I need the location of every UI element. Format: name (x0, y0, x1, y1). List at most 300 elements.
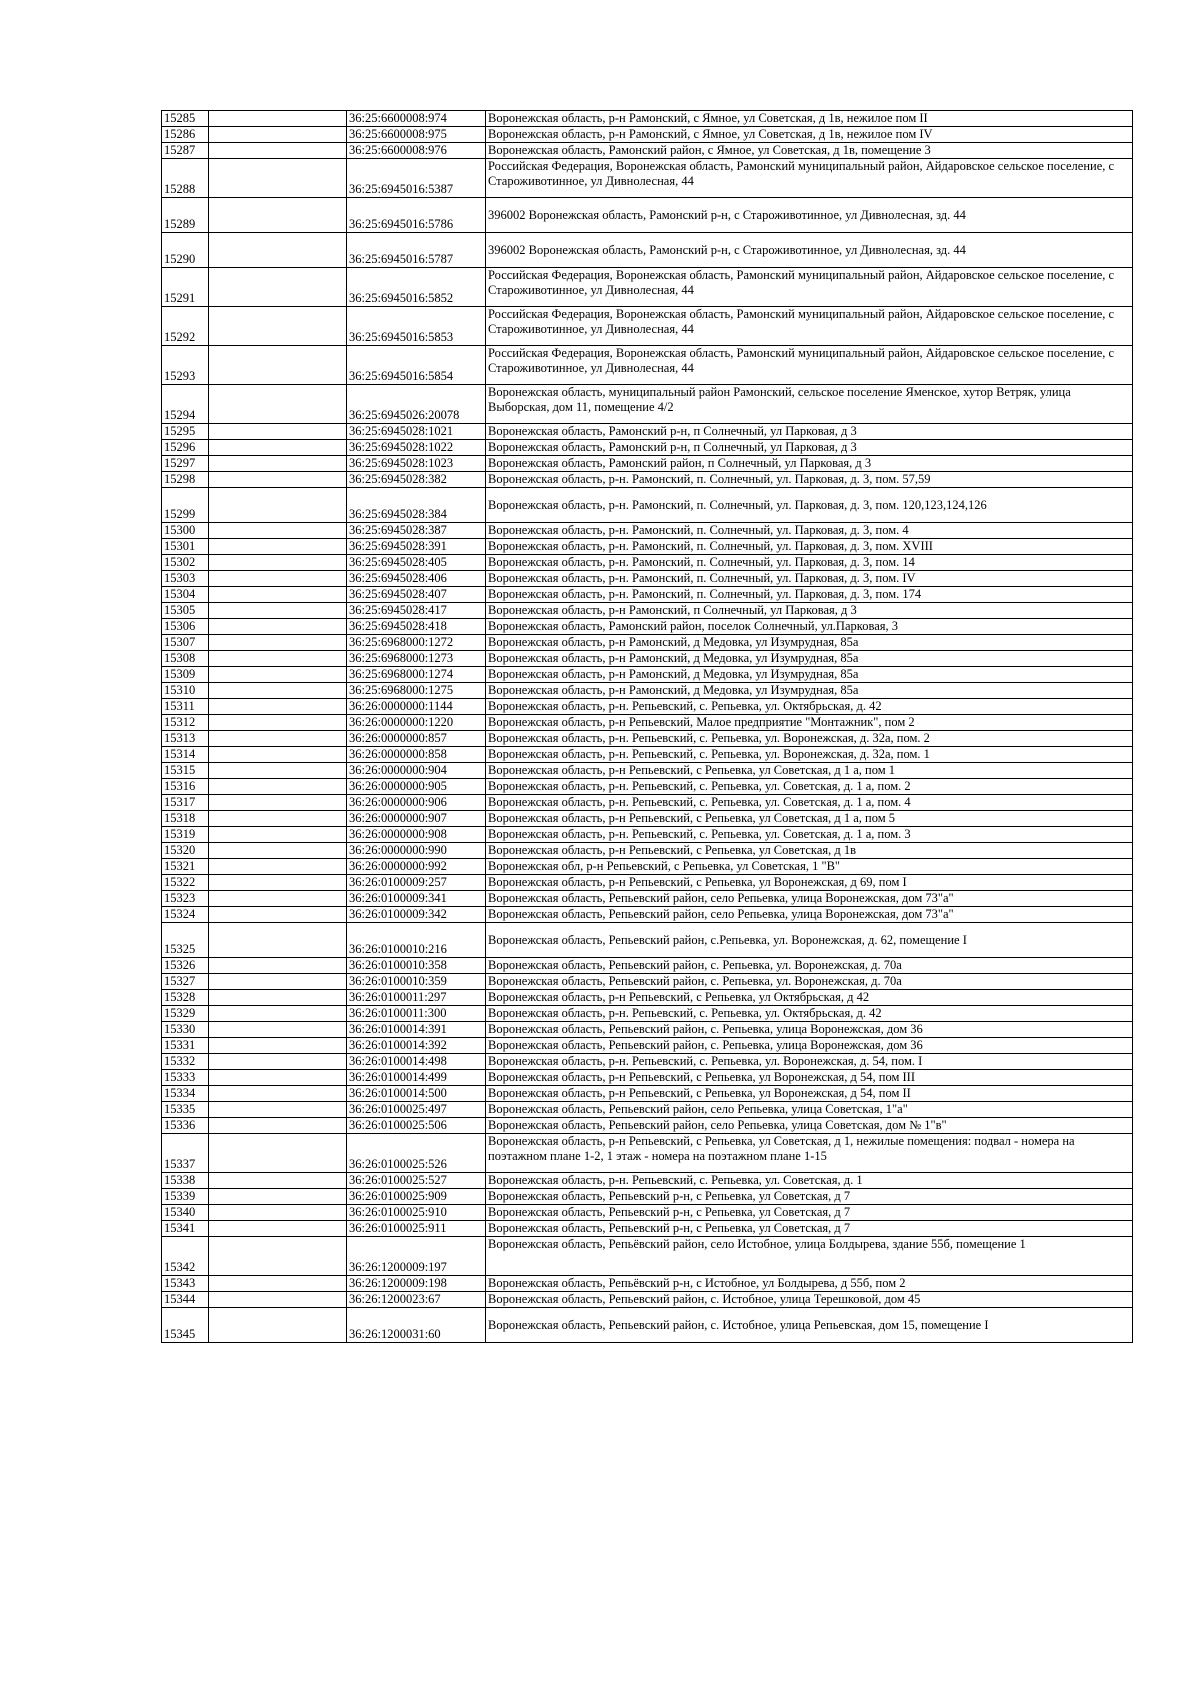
row-number-cell: 15340 (162, 1205, 209, 1221)
table-row (162, 1292, 1133, 1308)
address-cell: Воронежская область, Рамонский р-н, п Солнечный, ул Парковая, д 3 (486, 424, 1133, 440)
cadastral-number-cell: 36:25:6945028:417 (347, 603, 486, 619)
address-cell: Воронежская область, р-н. Рамонский, п. Солнечный, ул. Парковая, д. 3, пом. 174 (486, 587, 1133, 603)
address-cell: Воронежская область, р-н Репьевский, с Репьевка, ул Советская, д 1 а, пом 5 (486, 811, 1133, 827)
empty-cell (209, 1134, 347, 1173)
empty-cell (209, 635, 347, 651)
row-number-cell: 15287 (162, 143, 209, 159)
empty-cell (209, 891, 347, 907)
table-row (162, 523, 1133, 539)
table-row (162, 1237, 1133, 1276)
empty-cell (209, 346, 347, 385)
cadastral-number-cell: 36:25:6945016:5854 (347, 346, 486, 385)
row-number-cell: 15292 (162, 307, 209, 346)
empty-cell (209, 1054, 347, 1070)
empty-cell (209, 974, 347, 990)
cadastral-number-cell: 36:26:0100025:910 (347, 1205, 486, 1221)
empty-cell (209, 456, 347, 472)
address-cell: Воронежская область, р-н Репьевский, с Репьевка, ул Советская, д 1 а, пом 1 (486, 763, 1133, 779)
empty-cell (209, 1118, 347, 1134)
cadastral-number-cell: 36:26:0000000:1220 (347, 715, 486, 731)
empty-cell (209, 307, 347, 346)
cadastral-number-cell: 36:26:0100014:391 (347, 1022, 486, 1038)
empty-cell (209, 667, 347, 683)
address-cell: Российская Федерация, Воронежская область, Рамонский муниципальный район, Айдаровское сельское поселение, с Староживотинное, ул Дивнолесная, 44 (486, 268, 1133, 307)
empty-cell (209, 811, 347, 827)
table-row (162, 603, 1133, 619)
cadastral-number-cell: 36:25:6945028:405 (347, 555, 486, 571)
cadastral-number-cell: 36:26:0000000:858 (347, 747, 486, 763)
property-table-body (162, 111, 1133, 1343)
address-cell: Воронежская область, р-н. Репьевский, с. Репьевка, ул. Воронежская, д. 32а, пом. 2 (486, 731, 1133, 747)
address-cell: Воронежская область, р-н. Рамонский, п. Солнечный, ул. Парковая, д. 3, пом. IV (486, 571, 1133, 587)
row-number-cell: 15323 (162, 891, 209, 907)
table-row (162, 715, 1133, 731)
row-number-cell: 15334 (162, 1086, 209, 1102)
cadastral-number-cell: 36:26:0000000:907 (347, 811, 486, 827)
table-row (162, 1054, 1133, 1070)
table-row (162, 1118, 1133, 1134)
empty-cell (209, 1205, 347, 1221)
table-row (162, 635, 1133, 651)
empty-cell (209, 488, 347, 523)
table-row (162, 747, 1133, 763)
table-row (162, 456, 1133, 472)
table-row (162, 143, 1133, 159)
row-number-cell: 15307 (162, 635, 209, 651)
property-table (161, 110, 1133, 1343)
row-number-cell: 15286 (162, 127, 209, 143)
table-row (162, 1070, 1133, 1086)
cadastral-number-cell: 36:25:6600008:975 (347, 127, 486, 143)
row-number-cell: 15296 (162, 440, 209, 456)
address-cell: Воронежская область, р-н. Рамонский, п. Солнечный, ул. Парковая, д. 3, пом. 120,123,124,126 (486, 488, 1133, 523)
cadastral-number-cell: 36:26:0100025:909 (347, 1189, 486, 1205)
table-row (162, 1189, 1133, 1205)
empty-cell (209, 424, 347, 440)
empty-cell (209, 1038, 347, 1054)
cadastral-number-cell: 36:25:6945026:20078 (347, 385, 486, 424)
address-cell: Воронежская область, Репьевский район, село Репьевка, улица Воронежская, дом 73"а" (486, 891, 1133, 907)
empty-cell (209, 159, 347, 198)
empty-cell (209, 1276, 347, 1292)
cadastral-number-cell: 36:26:1200031:60 (347, 1308, 486, 1343)
table-row (162, 539, 1133, 555)
table-row (162, 571, 1133, 587)
empty-cell (209, 111, 347, 127)
row-number-cell: 15329 (162, 1006, 209, 1022)
address-cell: Воронежская область, Рамонский р-н, п Солнечный, ул Парковая, д 3 (486, 440, 1133, 456)
empty-cell (209, 440, 347, 456)
address-cell: Воронежская область, Репьевский район, с. Репьевка, улица Воронежская, дом 36 (486, 1022, 1133, 1038)
address-cell: Воронежская область, р-н Рамонский, с Ямное, ул Советская, д 1в, нежилое пом II (486, 111, 1133, 127)
cadastral-number-cell: 36:25:6945028:406 (347, 571, 486, 587)
row-number-cell: 15288 (162, 159, 209, 198)
address-cell: Воронежская область, р-н. Репьевский, с. Репьевка, ул. Воронежская, д. 32а, пом. 1 (486, 747, 1133, 763)
cadastral-number-cell: 36:26:0000000:1144 (347, 699, 486, 715)
row-number-cell: 15328 (162, 990, 209, 1006)
row-number-cell: 15322 (162, 875, 209, 891)
address-cell: Воронежская область, р-н Рамонский, д Медовка, ул Изумрудная, 85а (486, 683, 1133, 699)
cadastral-number-cell: 36:25:6600008:974 (347, 111, 486, 127)
table-row (162, 127, 1133, 143)
table-row (162, 488, 1133, 523)
row-number-cell: 15300 (162, 523, 209, 539)
empty-cell (209, 875, 347, 891)
table-row (162, 587, 1133, 603)
row-number-cell: 15306 (162, 619, 209, 635)
table-row (162, 827, 1133, 843)
table-row (162, 859, 1133, 875)
empty-cell (209, 587, 347, 603)
row-number-cell: 15309 (162, 667, 209, 683)
cadastral-number-cell: 36:25:6600008:976 (347, 143, 486, 159)
cadastral-number-cell: 36:26:0100014:499 (347, 1070, 486, 1086)
table-row (162, 424, 1133, 440)
cadastral-number-cell: 36:25:6945016:5786 (347, 198, 486, 233)
cadastral-number-cell: 36:26:0100010:359 (347, 974, 486, 990)
empty-cell (209, 1292, 347, 1308)
table-row (162, 907, 1133, 923)
cadastral-number-cell: 36:25:6945028:407 (347, 587, 486, 603)
empty-cell (209, 827, 347, 843)
row-number-cell: 15339 (162, 1189, 209, 1205)
cadastral-number-cell: 36:26:1200009:197 (347, 1237, 486, 1276)
address-cell: Воронежская область, Рамонский район, поселок Солнечный, ул.Парковая, 3 (486, 619, 1133, 635)
table-row (162, 159, 1133, 198)
address-cell: Воронежская область, р-н Репьевский, с Репьевка, ул Советская, д 1, нежилые помещения: подвал - номера на поэтажном плане 1-2, 1 этаж - номера на поэтажном плане 1-15 (486, 1134, 1133, 1173)
table-row (162, 555, 1133, 571)
empty-cell (209, 843, 347, 859)
address-cell: Воронежская область, Репьевский район, с. Истобное, улица Терешковой, дом 45 (486, 1292, 1133, 1308)
empty-cell (209, 1086, 347, 1102)
address-cell: Воронежская область, Рамонский район, с Ямное, ул Советская, д 1в, помещение 3 (486, 143, 1133, 159)
address-cell: Воронежская область, р-н. Рамонский, п. Солнечный, ул. Парковая, д. 3, пом. 14 (486, 555, 1133, 571)
table-row (162, 268, 1133, 307)
row-number-cell: 15320 (162, 843, 209, 859)
row-number-cell: 15316 (162, 779, 209, 795)
table-row (162, 111, 1133, 127)
row-number-cell: 15308 (162, 651, 209, 667)
row-number-cell: 15289 (162, 198, 209, 233)
table-row (162, 843, 1133, 859)
cadastral-number-cell: 36:26:0000000:905 (347, 779, 486, 795)
address-cell: 396002 Воронежская область, Рамонский р-н, с Староживотинное, ул Дивнолесная, зд. 44 (486, 233, 1133, 268)
empty-cell (209, 923, 347, 958)
row-number-cell: 15335 (162, 1102, 209, 1118)
empty-cell (209, 198, 347, 233)
row-number-cell: 15344 (162, 1292, 209, 1308)
address-cell: Воронежская обл, р-н Репьевский, с Репьевка, ул Советская, 1 "В" (486, 859, 1133, 875)
table-row (162, 1022, 1133, 1038)
address-cell: Российская Федерация, Воронежская область, Рамонский муниципальный район, Айдаровское сельское поселение, с Староживотинное, ул Дивнолесная, 44 (486, 159, 1133, 198)
cadastral-number-cell: 36:26:0100014:392 (347, 1038, 486, 1054)
address-cell: Воронежская область, р-н. Репьевский, с. Репьевка, ул. Октябрьская, д. 42 (486, 1006, 1133, 1022)
address-cell: Воронежская область, р-н. Репьевский, с. Репьевка, ул. Советская, д. 1 а, пом. 4 (486, 795, 1133, 811)
address-cell: Российская Федерация, Воронежская область, Рамонский муниципальный район, Айдаровское сельское поселение, с Староживотинное, ул Дивнолесная, 44 (486, 307, 1133, 346)
table-row (162, 779, 1133, 795)
address-cell: Российская Федерация, Воронежская область, Рамонский муниципальный район, Айдаровское сельское поселение, с Староживотинное, ул Дивнолесная, 44 (486, 346, 1133, 385)
address-cell: Воронежская область, муниципальный район Рамонский, сельское поселение Яменское, хутор Ветряк, улица Выборская, дом 11, помещение 4/2 (486, 385, 1133, 424)
empty-cell (209, 1173, 347, 1189)
cadastral-number-cell: 36:25:6945028:382 (347, 472, 486, 488)
row-number-cell: 15285 (162, 111, 209, 127)
table-row (162, 1173, 1133, 1189)
row-number-cell: 15297 (162, 456, 209, 472)
row-number-cell: 15295 (162, 424, 209, 440)
address-cell: Воронежская область, р-н. Рамонский, п. Солнечный, ул. Парковая, д. 3, пом. 4 (486, 523, 1133, 539)
row-number-cell: 15337 (162, 1134, 209, 1173)
table-row (162, 731, 1133, 747)
address-cell: Воронежская область, Репьевский район, с. Репьевка, улица Воронежская, дом 36 (486, 1038, 1133, 1054)
row-number-cell: 15326 (162, 958, 209, 974)
row-number-cell: 15298 (162, 472, 209, 488)
row-number-cell: 15293 (162, 346, 209, 385)
table-row (162, 667, 1133, 683)
row-number-cell: 15301 (162, 539, 209, 555)
empty-cell (209, 472, 347, 488)
cadastral-number-cell: 36:26:0100025:497 (347, 1102, 486, 1118)
table-row (162, 891, 1133, 907)
cadastral-number-cell: 36:25:6968000:1274 (347, 667, 486, 683)
row-number-cell: 15332 (162, 1054, 209, 1070)
row-number-cell: 15291 (162, 268, 209, 307)
empty-cell (209, 1006, 347, 1022)
table-row (162, 1221, 1133, 1237)
address-cell: Воронежская область, Репьевский район, с. Истобное, улица Репьевская, дом 15, помещение I (486, 1308, 1133, 1343)
row-number-cell: 15333 (162, 1070, 209, 1086)
table-row (162, 811, 1133, 827)
empty-cell (209, 731, 347, 747)
empty-cell (209, 571, 347, 587)
empty-cell (209, 795, 347, 811)
cadastral-number-cell: 36:26:0100014:500 (347, 1086, 486, 1102)
empty-cell (209, 1221, 347, 1237)
table-row (162, 233, 1133, 268)
empty-cell (209, 603, 347, 619)
address-cell: Воронежская область, р-н Репьевский, с Репьевка, ул Воронежская, д 54, пом III (486, 1070, 1133, 1086)
empty-cell (209, 1102, 347, 1118)
address-cell: Воронежская область, р-н Репьевский, с Репьевка, ул Воронежская, д 54, пом II (486, 1086, 1133, 1102)
cadastral-number-cell: 36:26:0000000:990 (347, 843, 486, 859)
row-number-cell: 15341 (162, 1221, 209, 1237)
row-number-cell: 15315 (162, 763, 209, 779)
cadastral-number-cell: 36:26:0100025:506 (347, 1118, 486, 1134)
cadastral-number-cell: 36:25:6945028:387 (347, 523, 486, 539)
table-row (162, 958, 1133, 974)
row-number-cell: 15317 (162, 795, 209, 811)
address-cell: Воронежская область, Репьевский р-н, с Репьевка, ул Советская, д 7 (486, 1189, 1133, 1205)
table-row (162, 619, 1133, 635)
cadastral-number-cell: 36:25:6968000:1272 (347, 635, 486, 651)
row-number-cell: 15311 (162, 699, 209, 715)
row-number-cell: 15304 (162, 587, 209, 603)
row-number-cell: 15313 (162, 731, 209, 747)
empty-cell (209, 1070, 347, 1086)
table-row (162, 346, 1133, 385)
address-cell: Воронежская область, Репьевский р-н, с Репьевка, ул Советская, д 7 (486, 1205, 1133, 1221)
address-cell: Воронежская область, р-н. Репьевский, с. Репьевка, ул. Советская, д. 1 а, пом. 3 (486, 827, 1133, 843)
cadastral-number-cell: 36:26:0000000:906 (347, 795, 486, 811)
table-row (162, 385, 1133, 424)
empty-cell (209, 683, 347, 699)
table-row (162, 651, 1133, 667)
empty-cell (209, 1308, 347, 1343)
cadastral-number-cell: 36:26:0100010:358 (347, 958, 486, 974)
cadastral-number-cell: 36:26:0100014:498 (347, 1054, 486, 1070)
empty-cell (209, 958, 347, 974)
address-cell: Воронежская область, Репьевский район, с.Репьевка, ул. Воронежская, д. 62, помещение I (486, 923, 1133, 958)
row-number-cell: 15331 (162, 1038, 209, 1054)
cadastral-number-cell: 36:26:0100009:341 (347, 891, 486, 907)
address-cell: Воронежская область, Репьёвский район, село Истобное, улица Болдырева, здание 55б, помещение 1 (486, 1237, 1133, 1276)
table-row (162, 1086, 1133, 1102)
cadastral-number-cell: 36:25:6945028:391 (347, 539, 486, 555)
cadastral-number-cell: 36:26:0100025:526 (347, 1134, 486, 1173)
table-row (162, 974, 1133, 990)
row-number-cell: 15325 (162, 923, 209, 958)
cadastral-number-cell: 36:26:1200009:198 (347, 1276, 486, 1292)
empty-cell (209, 143, 347, 159)
empty-cell (209, 699, 347, 715)
empty-cell (209, 268, 347, 307)
address-cell: Воронежская область, Репьёвский р-н, с Истобное, ул Болдырева, д 55б, пом 2 (486, 1276, 1133, 1292)
table-row (162, 990, 1133, 1006)
table-row (162, 472, 1133, 488)
cadastral-number-cell: 36:26:0000000:992 (347, 859, 486, 875)
cadastral-number-cell: 36:26:0000000:908 (347, 827, 486, 843)
cadastral-number-cell: 36:26:0100025:527 (347, 1173, 486, 1189)
address-cell: Воронежская область, р-н Рамонский, д Медовка, ул Изумрудная, 85а (486, 635, 1133, 651)
cadastral-number-cell: 36:26:0100010:216 (347, 923, 486, 958)
empty-cell (209, 1237, 347, 1276)
empty-cell (209, 859, 347, 875)
address-cell: Воронежская область, Репьевский район, село Репьевка, улица Советская, дом № 1"в" (486, 1118, 1133, 1134)
cadastral-number-cell: 36:26:0000000:857 (347, 731, 486, 747)
cadastral-number-cell: 36:26:0100009:257 (347, 875, 486, 891)
cadastral-number-cell: 36:25:6945016:5787 (347, 233, 486, 268)
row-number-cell: 15338 (162, 1173, 209, 1189)
row-number-cell: 15290 (162, 233, 209, 268)
address-cell: Воронежская область, р-н. Репьевский, с. Репьевка, ул. Советская, д. 1 (486, 1173, 1133, 1189)
table-row (162, 795, 1133, 811)
cadastral-number-cell: 36:25:6945028:418 (347, 619, 486, 635)
address-cell: 396002 Воронежская область, Рамонский р-н, с Староживотинное, ул Дивнолесная, зд. 44 (486, 198, 1133, 233)
row-number-cell: 15310 (162, 683, 209, 699)
cadastral-number-cell: 36:26:0100011:297 (347, 990, 486, 1006)
address-cell: Воронежская область, Репьевский район, село Репьевка, улица Советская, 1"а" (486, 1102, 1133, 1118)
table-row (162, 307, 1133, 346)
table-row (162, 875, 1133, 891)
address-cell: Воронежская область, Репьевский район, село Репьевка, улица Воронежская, дом 73"а" (486, 907, 1133, 923)
empty-cell (209, 990, 347, 1006)
empty-cell (209, 1189, 347, 1205)
cadastral-number-cell: 36:26:0100025:911 (347, 1221, 486, 1237)
empty-cell (209, 651, 347, 667)
table-row (162, 1205, 1133, 1221)
cadastral-number-cell: 36:26:0000000:904 (347, 763, 486, 779)
address-cell: Воронежская область, Репьевский район, с. Репьевка, ул. Воронежская, д. 70а (486, 974, 1133, 990)
address-cell: Воронежская область, р-н Рамонский, д Медовка, ул Изумрудная, 85а (486, 651, 1133, 667)
table-row (162, 683, 1133, 699)
row-number-cell: 15330 (162, 1022, 209, 1038)
empty-cell (209, 715, 347, 731)
cadastral-number-cell: 36:25:6945028:384 (347, 488, 486, 523)
address-cell: Воронежская область, р-н Репьевский, с Репьевка, ул Воронежская, д 69, пом I (486, 875, 1133, 891)
cadastral-number-cell: 36:26:1200023:67 (347, 1292, 486, 1308)
address-cell: Воронежская область, р-н. Репьевский, с. Репьевка, ул. Воронежская, д. 54, пом. I (486, 1054, 1133, 1070)
address-cell: Воронежская область, р-н Рамонский, п Солнечный, ул Парковая, д 3 (486, 603, 1133, 619)
cadastral-number-cell: 36:25:6945016:5853 (347, 307, 486, 346)
row-number-cell: 15302 (162, 555, 209, 571)
cadastral-number-cell: 36:25:6945028:1021 (347, 424, 486, 440)
address-cell: Воронежская область, р-н Рамонский, д Медовка, ул Изумрудная, 85а (486, 667, 1133, 683)
table-row (162, 440, 1133, 456)
row-number-cell: 15319 (162, 827, 209, 843)
cadastral-number-cell: 36:25:6945016:5852 (347, 268, 486, 307)
address-cell: Воронежская область, Репьевский р-н, с Репьевка, ул Советская, д 7 (486, 1221, 1133, 1237)
table-row (162, 1006, 1133, 1022)
empty-cell (209, 1022, 347, 1038)
address-cell: Воронежская область, р-н. Репьевский, с. Репьевка, ул. Октябрьская, д. 42 (486, 699, 1133, 715)
empty-cell (209, 233, 347, 268)
row-number-cell: 15321 (162, 859, 209, 875)
table-row (162, 1276, 1133, 1292)
table-row (162, 763, 1133, 779)
row-number-cell: 15327 (162, 974, 209, 990)
address-cell: Воронежская область, р-н. Рамонский, п. Солнечный, ул. Парковая, д. 3, пом. 57,59 (486, 472, 1133, 488)
cadastral-number-cell: 36:25:6945016:5387 (347, 159, 486, 198)
address-cell: Воронежская область, р-н Репьевский, с Репьевка, ул Октябрьская, д 42 (486, 990, 1133, 1006)
table-row (162, 1102, 1133, 1118)
address-cell: Воронежская область, р-н. Репьевский, с. Репьевка, ул. Советская, д. 1 а, пом. 2 (486, 779, 1133, 795)
cadastral-number-cell: 36:25:6968000:1275 (347, 683, 486, 699)
row-number-cell: 15294 (162, 385, 209, 424)
address-cell: Воронежская область, р-н Репьевский, с Репьевка, ул Советская, д 1в (486, 843, 1133, 859)
row-number-cell: 15312 (162, 715, 209, 731)
row-number-cell: 15318 (162, 811, 209, 827)
address-cell: Воронежская область, Рамонский район, п Солнечный, ул Парковая, д 3 (486, 456, 1133, 472)
table-row (162, 699, 1133, 715)
table-row (162, 1134, 1133, 1173)
row-number-cell: 15314 (162, 747, 209, 763)
row-number-cell: 15336 (162, 1118, 209, 1134)
table-row (162, 923, 1133, 958)
address-cell: Воронежская область, р-н Рамонский, с Ямное, ул Советская, д 1в, нежилое пом IV (486, 127, 1133, 143)
empty-cell (209, 619, 347, 635)
cadastral-number-cell: 36:25:6945028:1022 (347, 440, 486, 456)
cadastral-number-cell: 36:26:0100009:342 (347, 907, 486, 923)
row-number-cell: 15303 (162, 571, 209, 587)
address-cell: Воронежская область, р-н. Рамонский, п. Солнечный, ул. Парковая, д. 3, пом. XVIII (486, 539, 1133, 555)
row-number-cell: 15299 (162, 488, 209, 523)
cadastral-number-cell: 36:25:6968000:1273 (347, 651, 486, 667)
row-number-cell: 15345 (162, 1308, 209, 1343)
table-row (162, 198, 1133, 233)
cadastral-number-cell: 36:26:0100011:300 (347, 1006, 486, 1022)
row-number-cell: 15343 (162, 1276, 209, 1292)
empty-cell (209, 539, 347, 555)
empty-cell (209, 127, 347, 143)
empty-cell (209, 747, 347, 763)
address-cell: Воронежская область, Репьевский район, с. Репьевка, ул. Воронежская, д. 70а (486, 958, 1133, 974)
empty-cell (209, 763, 347, 779)
empty-cell (209, 907, 347, 923)
empty-cell (209, 555, 347, 571)
address-cell: Воронежская область, р-н Репьевский, Малое предприятие "Монтажник", пом 2 (486, 715, 1133, 731)
empty-cell (209, 523, 347, 539)
row-number-cell: 15305 (162, 603, 209, 619)
